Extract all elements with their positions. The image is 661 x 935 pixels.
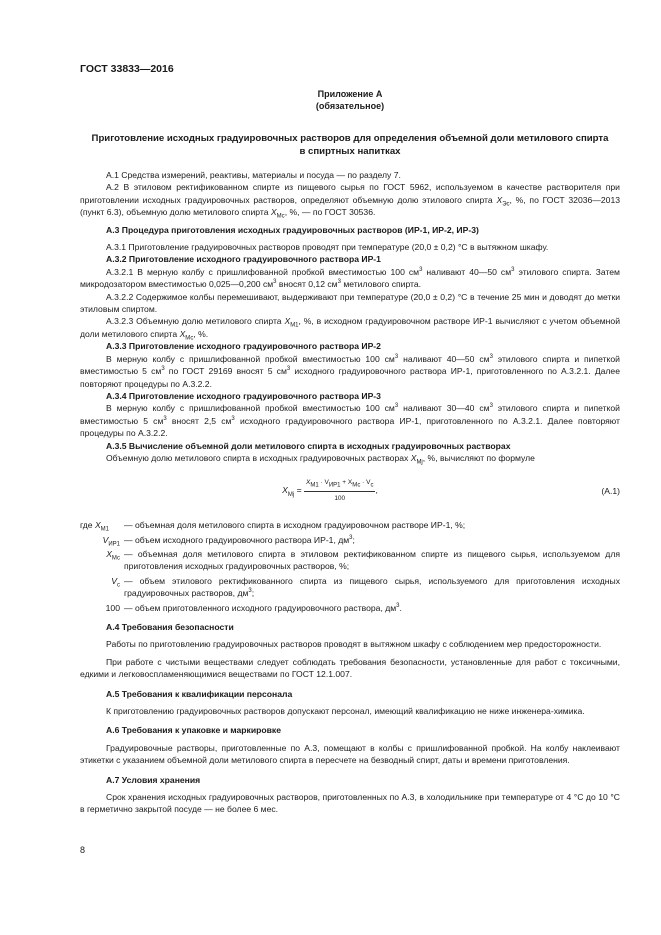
appendix-title: Приготовление исходных градуировочных растворов для определения объемной доли метилового спирта в спиртных напитках [91,133,609,157]
paragraph-a4-2: При работе с чистыми веществами следует соблюдать требования безопасности, установленные для работ с токсичными, едкими и легковоспламеняющимися веществами по ГОСТ 12.1.007. [80,656,620,680]
paragraph-a4-1: Работы по приготовлению градуировочных растворов проводят в вытяжном шкафу с соблюдением мер предосторожности. [106,639,602,650]
paragraph-a7: Срок хранения исходных градуировочных растворов, приготовленных по А.3, в холодильнике при температуре от 4 °С до 10 °С в герметично закрытой посуде — не более 6 мес. [80,792,620,815]
heading-a35: А.3.5 Вычисление объемной доли метилового спирта в исходных градуировочных растворах [106,440,511,451]
where-item: где $X_{М1}$ — объемная доля метилового спирта в исходном градуировочном растворе ИР-1, %; [80,520,466,533]
heading-a34: А.3.4 Приготовление исходного градуировочного раствора ИР-3 [106,390,381,401]
heading-a7: А.7 Условия хранения [106,774,201,785]
where-item: $V_с$ — объем этилового ректификованного спирта из пищевого сырья, используемого для приготовления исходных градуировочных растворов, $дм^3$; [111,575,620,599]
where-item: 100 — объем приготовленного исходного градуировочного раствора, $дм^3$. [105,602,402,613]
heading-a32: А.3.2 Приготовление исходного градуировочного раствора ИР-1 [106,254,381,265]
document-code: ГОСТ 33833—2016 [80,63,174,75]
appendix-label: Приложение А [317,89,383,99]
where-list [80,519,620,614]
page-number: 8 [80,845,86,855]
paragraph-a5: К приготовлению градуировочных растворов допускают персонал, имеющий квалификацию не ниже инженера-химика. [106,706,585,717]
paragraph-a1: А.1 Средства измерений, реактивы, материалы и посуда — по разделу 7. [106,170,401,180]
formula-numerator: $X_{М1} \cdot V_{ИР1} + X_{Мс} \cdot V_с$ [304,477,375,491]
paragraph-a33: В мерную колбу с пришлифованной пробкой вместимостью 100 $см^3$ наливают 40—50 $см^3$ этилового спирта и пипеткой вместимостью 5 $см^3$ по ГОСТ 29169 вносят 5 $см^3$ исходного градуировочного раствора ИР-1, приготовленного по А.3.2.1. Далее повторяют процедуры по А.3.2.2. [80,353,620,389]
paragraph-a35: Объемную долю метилового спирта в исходных градуировочных растворах $X_{Мj}$, %, вычисляют по формуле [106,452,535,466]
heading-a33: А.3.3 Приготовление исходного градуировочного раствора ИР-2 [106,341,381,352]
heading-a6: А.6 Требования к упаковке и маркировке [106,725,281,736]
formula-number: (А.1) [601,486,620,497]
formula-fraction [304,477,375,505]
heading-a4: А.4 Требования безопасности [106,622,234,632]
heading-a5: А.5 Требования к квалификации персонала [106,688,293,699]
page-body [80,88,620,816]
formula-expression: $X_{Мj}$ = $\frac{X_{М1} \cdot V_{ИР1} + X_{Мс} \cdot V_с}{100}$ , [80,477,580,505]
paragraph-a2: А.2 В этиловом ректификованном спирте из пищевого сырья по ГОСТ 5962, используемом в качестве растворителя при приготовлении исходных градуировочных растворов, определяют объемную долю этилового спирта $X_{Эс}$, %, по ГОСТ 32036—2013 (пункт 6.3), объемную долю метилового спирта $X_{Мс}$, %, — по ГОСТ 30536. [80,182,621,220]
where-item: $X_{Мс}$ — объемная доля метилового спирта в этиловом ректификованном спирте из пищевого сырья, используемом для приготовления исходных градуировочных растворов, %; [106,548,620,572]
formula-a1 [80,477,620,505]
paragraph-a323: А.3.2.3 Объемную долю метилового спирта $X_{М1}$, %, в исходном градуировочном растворе ИР-1 вычисляют с учетом объемной доли метилового спирта $X_{Мс}$, %. [80,316,621,342]
where-item: $V_{ИР1}$ — объем исходного градуировочного раствора ИР-1, $дм^3$; [102,534,355,548]
paragraph-a322: А.3.2.2 Содержимое колбы перемешивают, выдерживают при температуре (20,0 ± 0,2) °С в течение 25 мин и доводят до метки этиловым спиртом. [80,291,620,315]
heading-a3: А.3 Процедура приготовления исходных градуировочных растворов (ИР-1, ИР-2, ИР-3) [106,224,479,235]
paragraph-a321: А.3.2.1 В мерную колбу с пришлифованной пробкой вместимостью 100 $см^3$ наливают 40—50 $см^3$ этилового спирта. Затем микродозатором вместимостью 0,025—0,200 $см^3$ вносят 0,12 $см^3$ метилового спирта. [80,266,620,290]
formula-denominator: 100 [334,494,346,502]
paragraph-a6: Градуировочные растворы, приготовленные по А.3, помещают в колбы с пришлифованной пробкой. На колбу наклеивают этикетки с указанием объемной доли метилового спирта в пересчете на безводный спирт, даты и времени приготовления. [80,742,620,766]
paragraph-a31: А.3.1 Приготовление градуировочных растворов проводят при температуре (20,0 ± 0,2) °С в вытяжном шкафу. [106,242,549,253]
paragraph-a34: В мерную колбу с пришлифованной пробкой вместимостью 100 $см^3$ наливают 30—40 $см^3$ этилового спирта и пипеткой вместимостью 5 $см^3$ вносят 2,5 $см^3$ исходного градуировочного раствора ИР-1, приготовленного по А.3.2.1. Далее повторяют процедуры по А.3.2.2. [80,403,620,439]
appendix-status: (обязательное) [315,101,385,111]
